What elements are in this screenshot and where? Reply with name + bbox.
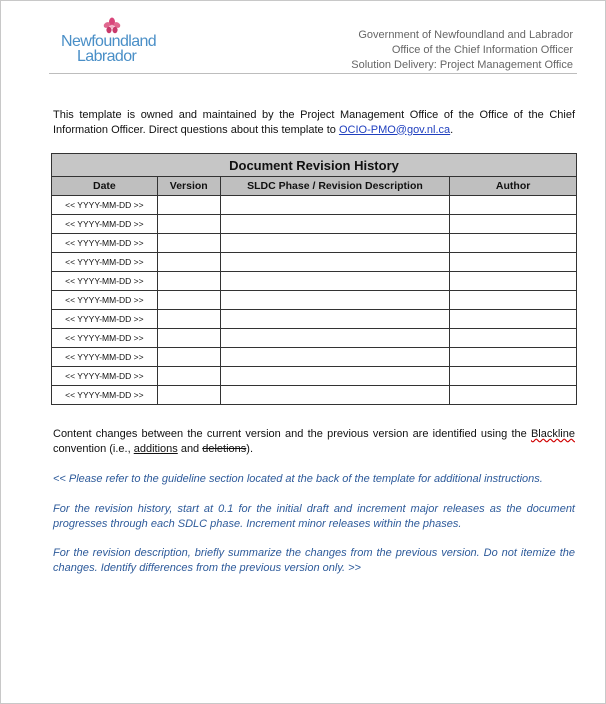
version-cell[interactable] bbox=[157, 329, 220, 348]
table-row bbox=[52, 348, 577, 367]
deletions-example: deletions bbox=[202, 443, 247, 455]
table-row bbox=[52, 196, 577, 215]
version-cell[interactable] bbox=[157, 386, 220, 405]
date-cell: << YYYY-MM-DD >> bbox=[52, 253, 158, 272]
version-cell[interactable] bbox=[157, 348, 220, 367]
table-row bbox=[52, 329, 577, 348]
description-cell[interactable] bbox=[220, 234, 450, 253]
table-row bbox=[52, 215, 577, 234]
header-line-pmo: Solution Delivery: Project Management Office bbox=[351, 59, 573, 71]
date-cell: << YYYY-MM-DD >> bbox=[52, 348, 158, 367]
header-divider bbox=[49, 73, 577, 74]
table-row bbox=[52, 367, 577, 386]
version-cell[interactable] bbox=[157, 196, 220, 215]
guideline-note-reference: << Please refer to the guideline section located at the back of the template for additional instructions. bbox=[53, 473, 543, 485]
author-cell[interactable] bbox=[450, 310, 577, 329]
intro-text: This template is owned and maintained by the Project Management Office of the Office of the Chief Information Officer. Direct questions about this template to bbox=[53, 109, 575, 136]
author-cell[interactable] bbox=[450, 348, 577, 367]
date-cell: << YYYY-MM-DD >> bbox=[52, 329, 158, 348]
content-changes-paragraph bbox=[53, 427, 575, 457]
version-cell[interactable] bbox=[157, 234, 220, 253]
table-row bbox=[52, 253, 577, 272]
date-cell: << YYYY-MM-DD >> bbox=[52, 215, 158, 234]
description-cell[interactable] bbox=[220, 291, 450, 310]
nl-logo bbox=[59, 17, 159, 67]
description-cell[interactable] bbox=[220, 386, 450, 405]
date-cell: << YYYY-MM-DD >> bbox=[52, 291, 158, 310]
author-cell[interactable] bbox=[450, 253, 577, 272]
logo-text-line1: Newfoundland bbox=[61, 33, 157, 50]
date-cell: << YYYY-MM-DD >> bbox=[52, 386, 158, 405]
table-row bbox=[52, 386, 577, 405]
column-header-author: Author bbox=[450, 177, 577, 196]
date-cell: << YYYY-MM-DD >> bbox=[52, 310, 158, 329]
additions-example: additions bbox=[133, 443, 178, 455]
table-row bbox=[52, 272, 577, 291]
content-changes-text: Content changes between the current version and the previous version are identified using the bbox=[53, 428, 531, 440]
header-line-ocio: Office of the Chief Information Officer bbox=[391, 44, 573, 56]
content-changes-and: and bbox=[177, 443, 203, 455]
blackline-term: Blackline bbox=[530, 428, 575, 440]
author-cell[interactable] bbox=[450, 291, 577, 310]
version-cell[interactable] bbox=[157, 291, 220, 310]
table-row bbox=[52, 291, 577, 310]
logo-text-line2: Labrador bbox=[77, 48, 137, 65]
version-cell[interactable] bbox=[157, 215, 220, 234]
date-cell: << YYYY-MM-DD >> bbox=[52, 234, 158, 253]
guideline-note-revision-description: For the revision description, briefly summarize the changes from the previous version. Do not itemize the changes. Identify differences from the previous version only. >> bbox=[53, 547, 575, 574]
date-cell: << YYYY-MM-DD >> bbox=[52, 367, 158, 386]
author-cell[interactable] bbox=[450, 272, 577, 291]
email-link[interactable]: OCIO-PMO@gov.nl.ca bbox=[338, 123, 451, 136]
author-cell[interactable] bbox=[450, 234, 577, 253]
revision-rows bbox=[52, 196, 577, 405]
version-cell[interactable] bbox=[157, 272, 220, 291]
table-row bbox=[52, 310, 577, 329]
revision-history-table bbox=[51, 153, 577, 405]
intro-paragraph bbox=[53, 108, 575, 137]
author-cell[interactable] bbox=[450, 367, 577, 386]
description-cell[interactable] bbox=[220, 329, 450, 348]
date-cell: << YYYY-MM-DD >> bbox=[52, 272, 158, 291]
content-changes-text-2: convention (i.e., bbox=[53, 443, 134, 455]
author-cell[interactable] bbox=[450, 215, 577, 234]
intro-end: . bbox=[450, 123, 454, 136]
version-cell[interactable] bbox=[157, 367, 220, 386]
column-header-description: SLDC Phase / Revision Description bbox=[220, 177, 450, 196]
column-header-version: Version bbox=[157, 177, 220, 196]
description-cell[interactable] bbox=[220, 215, 450, 234]
description-cell[interactable] bbox=[220, 196, 450, 215]
description-cell[interactable] bbox=[220, 348, 450, 367]
table-title: Document Revision History bbox=[52, 154, 577, 177]
date-cell: << YYYY-MM-DD >> bbox=[52, 196, 158, 215]
header-org-block bbox=[351, 28, 573, 73]
author-cell[interactable] bbox=[450, 329, 577, 348]
description-cell[interactable] bbox=[220, 367, 450, 386]
guideline-note-revision-history: For the revision history, start at 0.1 for the initial draft and increment major releases as the document progresses through each SDLC phase. Increment minor releases within the phases. bbox=[53, 503, 575, 530]
column-header-date: Date bbox=[52, 177, 158, 196]
content-changes-end: ). bbox=[246, 443, 254, 455]
version-cell[interactable] bbox=[157, 253, 220, 272]
table-row bbox=[52, 234, 577, 253]
description-cell[interactable] bbox=[220, 310, 450, 329]
header-line-government: Government of Newfoundland and Labrador bbox=[358, 29, 573, 41]
version-cell[interactable] bbox=[157, 310, 220, 329]
description-cell[interactable] bbox=[220, 253, 450, 272]
description-cell[interactable] bbox=[220, 272, 450, 291]
author-cell[interactable] bbox=[450, 196, 577, 215]
author-cell[interactable] bbox=[450, 386, 577, 405]
